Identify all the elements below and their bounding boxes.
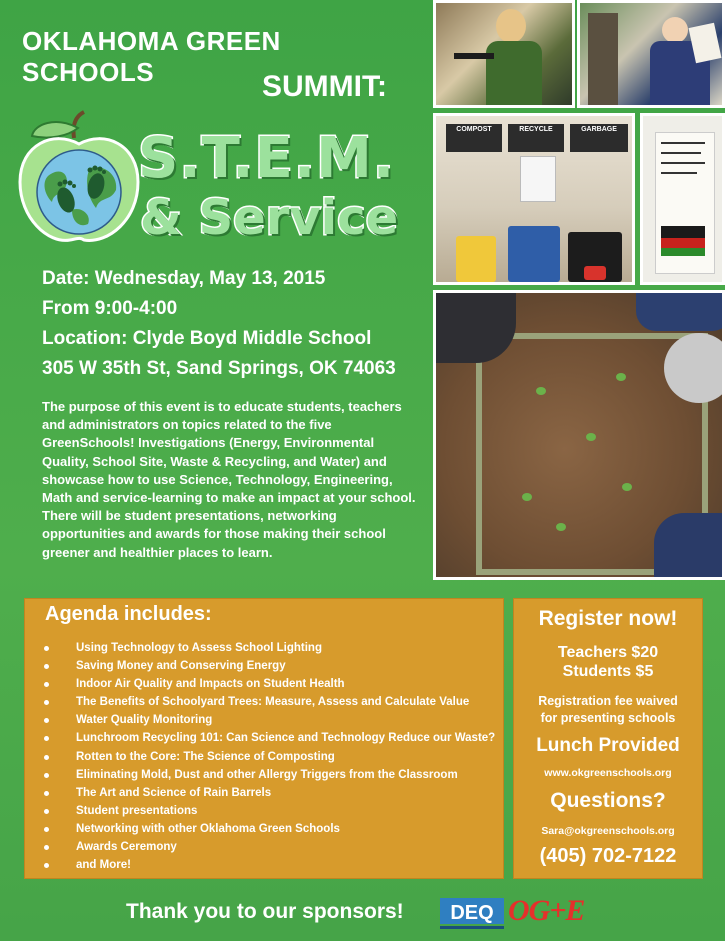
photo-students-outdoors xyxy=(577,0,725,108)
photo-garden-planting xyxy=(433,290,725,580)
apple-logo-icon xyxy=(14,110,144,250)
agenda-title: Agenda includes: xyxy=(45,603,212,625)
bullet-icon xyxy=(44,845,49,850)
bullet-icon xyxy=(44,646,49,651)
agenda-item: The Art and Science of Rain Barrels xyxy=(41,784,495,802)
summit-title-line1: OKLAHOMA GREEN SCHOOLS xyxy=(22,26,281,87)
bullet-icon xyxy=(44,700,49,705)
pricing xyxy=(514,643,702,681)
fee-waiver-note: Registration fee waived for presenting schools xyxy=(538,694,678,725)
event-date: Date: Wednesday, May 13, 2015 xyxy=(42,268,326,289)
questions-heading: Questions? xyxy=(550,789,666,812)
agenda-list xyxy=(41,639,495,874)
agenda-item: Using Technology to Assess School Lighting xyxy=(41,639,495,657)
bullet-icon xyxy=(44,773,49,778)
bullet-icon xyxy=(44,682,49,687)
agenda-item: The Benefits of Schoolyard Trees: Measure, Assess and Calculate Value xyxy=(41,693,495,711)
service-heading: & Service xyxy=(140,190,399,246)
agenda-item: and More! xyxy=(41,856,495,874)
bullet-icon xyxy=(44,755,49,760)
agenda-item: Awards Ceremony xyxy=(41,838,495,856)
event-details xyxy=(42,264,396,384)
register-title: Register now! xyxy=(538,607,678,630)
photo-recycling-bins xyxy=(433,113,635,285)
stem-heading: S.T.E.M. xyxy=(138,126,396,191)
purpose-paragraph: The purpose of this event is to educate students, teachers and administrators on topics related to the five GreenSchools! Investigations (Energy, Environmental Quality, School Site, Waste & Recycling, and Water) and showcase how to use Science, Technology, Engineering, Math and service-learning to make an impact at your school. There will be student presentations, networking opportunities and awards for those making their school greener and healthier places to learn. xyxy=(42,399,416,560)
bullet-icon xyxy=(44,736,49,741)
agenda-item: Indoor Air Quality and Impacts on Student Health xyxy=(41,675,495,693)
photo-student-measuring xyxy=(433,0,575,108)
register-panel xyxy=(513,598,703,879)
event-time: From 9:00-4:00 xyxy=(42,298,178,319)
bullet-icon xyxy=(44,791,49,796)
agenda-item: Water Quality Monitoring xyxy=(41,711,495,729)
teacher-price: Teachers $20 xyxy=(557,644,659,661)
deq-logo-text: DEQ xyxy=(450,902,494,924)
bullet-icon xyxy=(44,809,49,814)
contact-email-link[interactable]: Sara@okgreenschools.org xyxy=(541,825,675,837)
bullet-icon xyxy=(44,827,49,832)
deq-logo-icon xyxy=(440,898,504,932)
compost-sign: COMPOST xyxy=(446,124,502,152)
garbage-sign: GARBAGE xyxy=(570,124,628,152)
agenda-item: Student presentations xyxy=(41,802,495,820)
event-location: Location: Clyde Boyd Middle School xyxy=(42,328,372,349)
sponsors-thanks: Thank you to our sponsors! xyxy=(126,900,404,923)
summit-title-line2: SUMMIT: xyxy=(262,70,387,103)
agenda-item: Networking with other Oklahoma Green Schools xyxy=(41,820,495,838)
student-price: Students $5 xyxy=(562,663,654,680)
agenda-item: Eliminating Mold, Dust and other Allergy Triggers from the Classroom xyxy=(41,766,495,784)
recycle-sign: RECYCLE xyxy=(508,124,564,152)
agenda-item: Rotten to the Core: The Science of Composting xyxy=(41,748,495,766)
bullet-icon xyxy=(44,863,49,868)
event-address: 305 W 35th St, Sand Springs, OK 74063 xyxy=(42,358,396,379)
agenda-panel xyxy=(24,598,504,879)
bullet-icon xyxy=(44,664,49,669)
agenda-item: Lunchroom Recycling 101: Can Science and Technology Reduce our Waste? xyxy=(41,729,495,747)
lunch-note: Lunch Provided xyxy=(536,735,680,756)
agenda-item: Saving Money and Conserving Energy xyxy=(41,657,495,675)
website-link[interactable]: www.okgreenschools.org xyxy=(544,767,672,779)
oge-logo-text: OG+E xyxy=(508,894,585,927)
bullet-icon xyxy=(44,718,49,723)
photo-student-poster xyxy=(640,113,725,285)
contact-phone: (405) 702-7122 xyxy=(539,845,677,867)
